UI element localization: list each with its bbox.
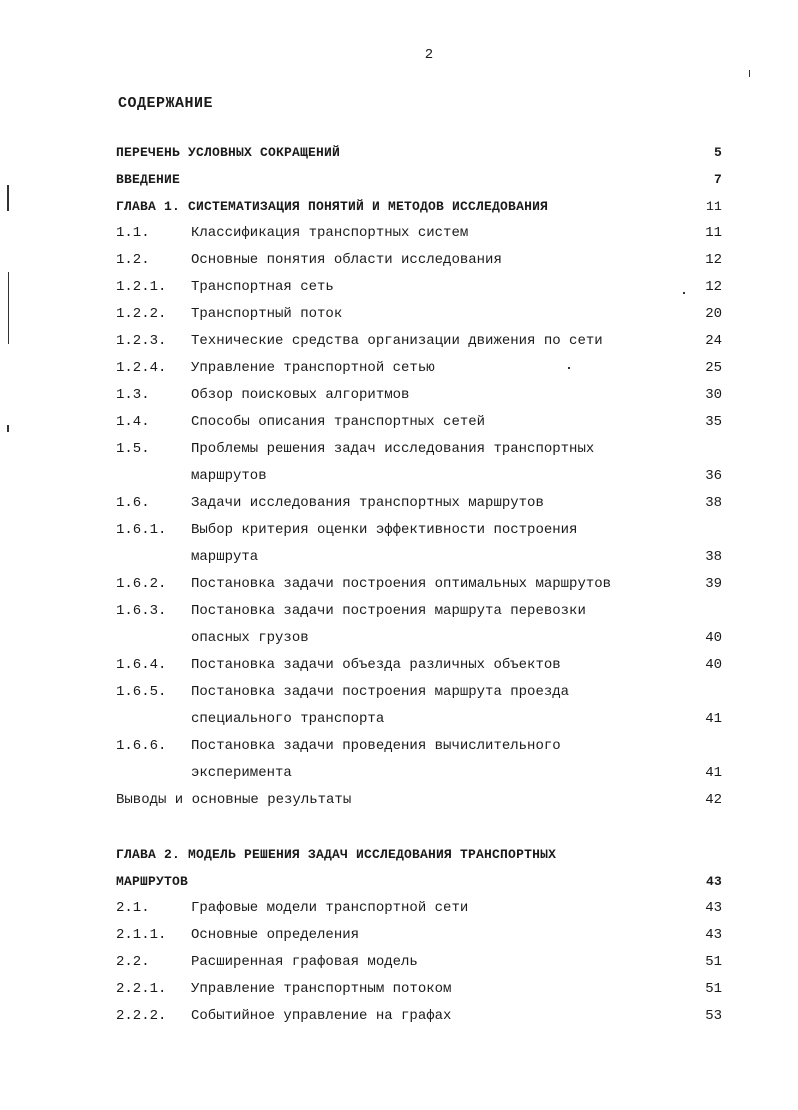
toc-entry-title: Технические средства организации движения по сети	[191, 333, 603, 349]
toc-entry-page: 51	[705, 981, 722, 997]
toc-entry-number: 1.5.	[116, 441, 150, 457]
toc-entry-page: 20	[705, 306, 722, 322]
toc-entry-number: 2.2.2.	[116, 1008, 167, 1024]
toc-entry-title: Способы описания транспортных сетей	[191, 414, 486, 430]
toc-entry-number: 1.2.3.	[116, 333, 167, 349]
toc-entry-title: Транспортная сеть	[191, 279, 334, 295]
toc-entry-continuation[interactable]	[0, 544, 798, 571]
toc-entry-continuation[interactable]	[0, 625, 798, 652]
toc-entry[interactable]	[0, 571, 798, 598]
toc-entry-title: Управление транспортной сетью	[191, 360, 435, 376]
toc-entry-title: Обзор поисковых алгоритмов	[191, 387, 410, 403]
toc-entry[interactable]	[0, 1003, 798, 1030]
scan-artifact	[7, 425, 9, 432]
toc-heading: СОДЕРЖАНИЕ	[118, 95, 214, 112]
toc-entry-number: 2.1.1.	[116, 927, 167, 943]
toc-entry-title: Выбор критерия оценки эффективности построения	[191, 522, 578, 538]
toc-entry[interactable]	[0, 976, 798, 1003]
toc-entry[interactable]	[0, 382, 798, 409]
toc-entry[interactable]	[0, 436, 798, 463]
toc-entry-title: ГЛАВА 1. СИСТЕМАТИЗАЦИЯ ПОНЯТИЙ И МЕТОДОВ ИССЛЕДОВАНИЯ	[116, 199, 549, 214]
toc-entry-continuation[interactable]	[0, 463, 798, 490]
toc-entry[interactable]	[0, 193, 798, 220]
toc-entry-page: 7	[713, 172, 722, 187]
toc-entry[interactable]	[0, 517, 798, 544]
toc-entry-title: Расширенная графовая модель	[191, 954, 418, 970]
toc-entry[interactable]	[0, 274, 798, 301]
toc-entry-continuation[interactable]	[0, 706, 798, 733]
toc-entry-page: 43	[705, 927, 722, 943]
toc-entry[interactable]	[0, 355, 798, 382]
toc-entry[interactable]	[0, 409, 798, 436]
toc-entry-number: 2.2.1.	[116, 981, 167, 997]
toc-entry-number: 1.6.2.	[116, 576, 167, 592]
table-of-contents	[0, 139, 798, 1030]
toc-entry[interactable]	[0, 895, 798, 922]
toc-entry-page: 42	[705, 792, 722, 808]
scan-artifact	[749, 70, 750, 77]
toc-entry-page: 5	[713, 145, 722, 160]
toc-entry-number: 1.6.5.	[116, 684, 167, 700]
toc-entry-number: 1.3.	[116, 387, 150, 403]
toc-entry-number: 1.2.2.	[116, 306, 167, 322]
toc-entry-page: 35	[705, 414, 722, 430]
toc-entry-title: опасных грузов	[191, 630, 309, 646]
toc-entry-page: 11	[705, 199, 722, 214]
toc-entry-number: 1.1.	[116, 225, 150, 241]
toc-entry-title: Постановка задачи построения оптимальных маршрутов	[191, 576, 612, 592]
toc-entry-number: 1.6.4.	[116, 657, 167, 673]
section-gap	[0, 814, 798, 841]
toc-entry-page: 25	[705, 360, 722, 376]
scan-artifact	[7, 185, 9, 211]
toc-entry-title: Классификация транспортных систем	[191, 225, 469, 241]
toc-entry-page: 12	[705, 252, 722, 268]
toc-entry-title: ГЛАВА 2. МОДЕЛЬ РЕШЕНИЯ ЗАДАЧ ИССЛЕДОВАНИЯ ТРАНСПОРТНЫХ	[116, 847, 557, 862]
toc-entry-title: Событийное управление на графах	[191, 1008, 452, 1024]
toc-entry-page: 39	[705, 576, 722, 592]
toc-entry-title: маршрутов	[191, 468, 267, 484]
toc-entry-title: Основные понятия области исследования	[191, 252, 502, 268]
toc-entry-title: Основные определения	[191, 927, 360, 943]
toc-entry-title: ВВЕДЕНИЕ	[116, 172, 181, 187]
toc-entry-number: 1.4.	[116, 414, 150, 430]
toc-entry-title: Постановка задачи проведения вычислительного	[191, 738, 561, 754]
toc-entry-title: Управление транспортным потоком	[191, 981, 452, 997]
toc-entry-title: Постановка задачи построения маршрута перевозки	[191, 603, 586, 619]
toc-entry-continuation[interactable]	[0, 760, 798, 787]
toc-entry-page: 40	[705, 630, 722, 646]
toc-entry-number: 1.2.4.	[116, 360, 167, 376]
toc-entry[interactable]	[0, 139, 798, 166]
toc-entry-title: ПЕРЕЧЕНЬ УСЛОВНЫХ СОКРАЩЕНИЙ	[116, 145, 341, 160]
toc-entry-page: 30	[705, 387, 722, 403]
toc-entry-number: 1.2.	[116, 252, 150, 268]
toc-entry-number: 1.6.	[116, 495, 150, 511]
toc-entry-title: МАРШРУТОВ	[116, 874, 189, 889]
toc-entry-continuation[interactable]	[0, 868, 798, 895]
toc-entry-page: 24	[705, 333, 722, 349]
toc-entry[interactable]	[0, 490, 798, 517]
page-number: 2	[424, 47, 434, 63]
scan-artifact	[683, 292, 685, 294]
toc-entry[interactable]	[0, 841, 798, 868]
toc-entry-page: 51	[705, 954, 722, 970]
toc-entry-page: 43	[705, 874, 722, 889]
toc-entry-title: Выводы и основные результаты	[116, 792, 352, 808]
toc-entry[interactable]	[0, 220, 798, 247]
toc-entry-page: 38	[705, 495, 722, 511]
toc-entry[interactable]	[0, 949, 798, 976]
toc-entry-page: 12	[705, 279, 722, 295]
toc-entry-title: Графовые модели транспортной сети	[191, 900, 469, 916]
toc-entry-number: 1.2.1.	[116, 279, 167, 295]
toc-entry[interactable]	[0, 787, 798, 814]
toc-entry-title: Проблемы решения задач исследования транспортных	[191, 441, 595, 457]
scan-artifact	[568, 367, 570, 369]
toc-entry-title: маршрута	[191, 549, 259, 565]
toc-entry[interactable]	[0, 598, 798, 625]
toc-entry-page: 11	[705, 225, 722, 241]
toc-entry-title: специального транспорта	[191, 711, 385, 727]
toc-entry-title: Задачи исследования транспортных маршрутов	[191, 495, 544, 511]
toc-entry[interactable]	[0, 922, 798, 949]
toc-entry[interactable]	[0, 247, 798, 274]
toc-entry[interactable]	[0, 679, 798, 706]
toc-entry-title: эксперимента	[191, 765, 292, 781]
toc-entry[interactable]	[0, 301, 798, 328]
toc-entry-number: 1.6.3.	[116, 603, 167, 619]
toc-entry-page: 41	[705, 765, 722, 781]
toc-entry-page: 43	[705, 900, 722, 916]
toc-entry-number: 1.6.1.	[116, 522, 167, 538]
toc-entry-number: 2.2.	[116, 954, 150, 970]
toc-entry-page: 36	[705, 468, 722, 484]
toc-entry[interactable]	[0, 652, 798, 679]
scan-artifact	[8, 272, 9, 344]
toc-entry[interactable]	[0, 328, 798, 355]
toc-entry-number: 1.6.6.	[116, 738, 167, 754]
toc-entry-number: 2.1.	[116, 900, 150, 916]
toc-entry-title: Постановка задачи объезда различных объектов	[191, 657, 561, 673]
toc-entry-page: 38	[705, 549, 722, 565]
toc-entry[interactable]	[0, 166, 798, 193]
toc-entry-title: Транспортный поток	[191, 306, 343, 322]
toc-entry-page: 53	[705, 1008, 722, 1024]
toc-entry[interactable]	[0, 733, 798, 760]
toc-entry-page: 41	[705, 711, 722, 727]
toc-entry-page: 40	[705, 657, 722, 673]
toc-entry-title: Постановка задачи построения маршрута проезда	[191, 684, 570, 700]
